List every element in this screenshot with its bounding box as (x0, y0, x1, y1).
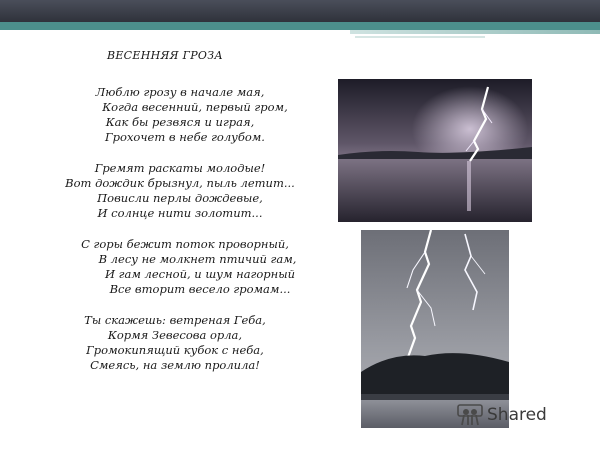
poem-line: Смеясь, на землю пролила! (90, 358, 260, 372)
poem-line: И солнце нити золотит... (97, 206, 263, 220)
poem-line: Громокипящий кубок с неба, (86, 343, 264, 357)
poem-title: ВЕСЕННЯЯ ГРОЗА (106, 49, 224, 62)
poem-line: Грохочет в небе голубом. (105, 130, 265, 144)
poem-line: Гремят раскаты молодые! (94, 161, 266, 175)
poem-line: Вот дождик брызнул, пыль летит... (65, 176, 295, 190)
slide-accent-stripe (0, 22, 600, 30)
slide-top-bar (0, 0, 600, 22)
poem (60, 48, 330, 389)
poem-line: Когда весенний, первый гром, (102, 100, 288, 114)
poem-line: Повисли перлы дождевые, (97, 191, 263, 205)
stanza-2 (60, 161, 330, 221)
stanza-3 (60, 237, 330, 297)
watermark-text: Shared (487, 405, 547, 425)
poem-line: Как бы резвяся и играя, (105, 115, 255, 129)
poem-line: Все вторит весело громам... (109, 282, 291, 296)
poem-line: В лесу не молкнет птичий гам, (98, 252, 297, 266)
lightning-over-hills-photo (361, 230, 509, 428)
slide-accent-line (355, 36, 485, 38)
slideshare-logo-icon (456, 403, 484, 427)
poem-line: С горы бежит поток проворный, (81, 237, 289, 251)
slideshare-watermark (456, 402, 547, 428)
poem-line: Кормя Зевесова орла, (107, 328, 243, 342)
poem-line: Люблю грозу в начале мая, (95, 85, 265, 99)
poem-line: Ты скажешь: ветреная Геба, (84, 313, 266, 327)
lightning-over-water-photo (338, 79, 532, 222)
stanza-4 (60, 313, 330, 373)
stanza-1 (60, 85, 330, 145)
poem-line: И гам лесной, и шум нагорный (104, 267, 296, 281)
slide-accent-stripe-light (350, 30, 600, 34)
